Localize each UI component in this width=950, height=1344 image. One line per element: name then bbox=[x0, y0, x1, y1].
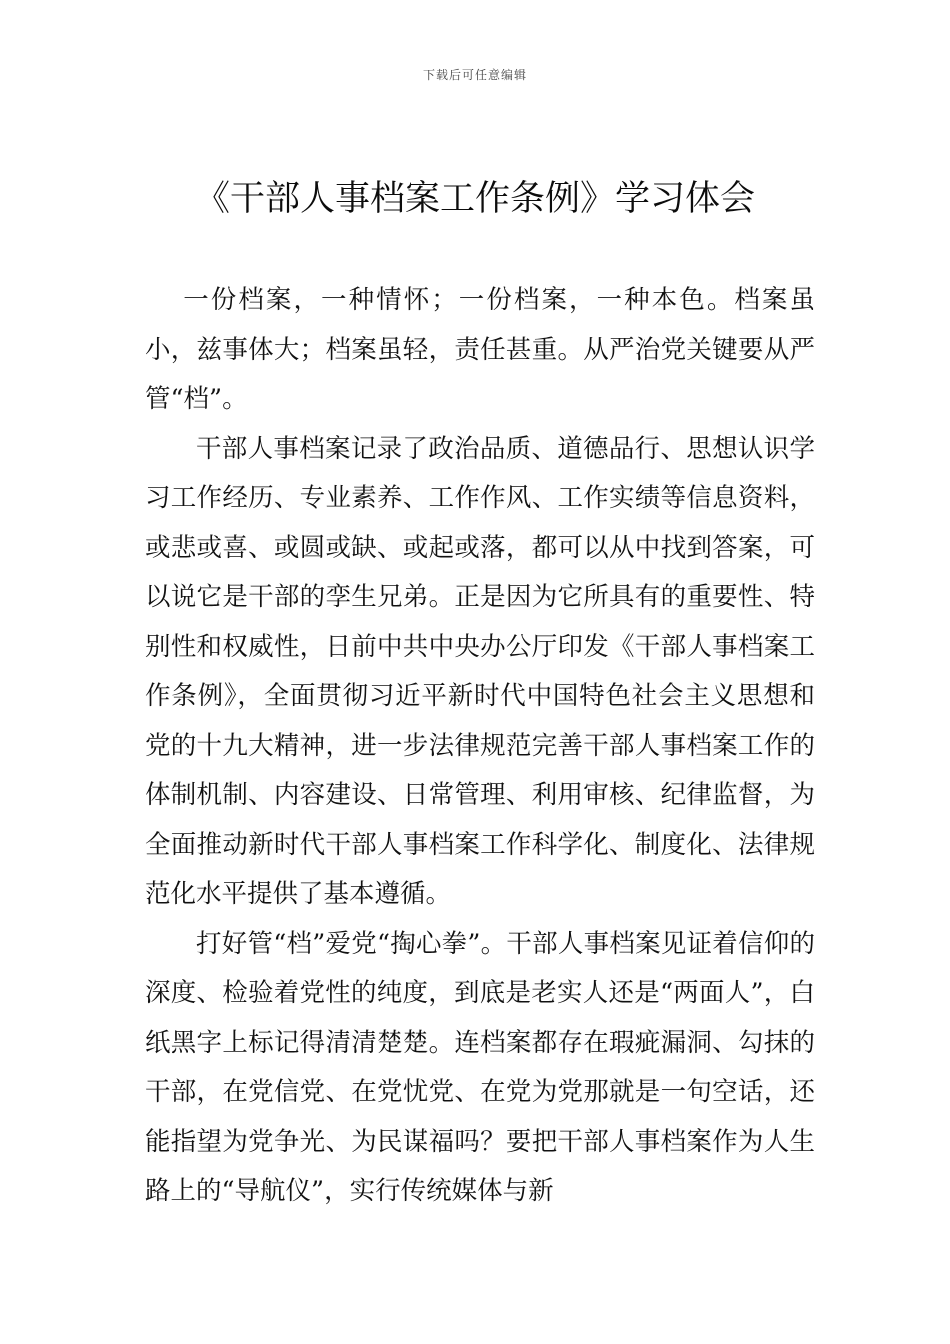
document-title: 《干部人事档案工作条例》学习体会 bbox=[194, 179, 755, 219]
paragraph-2: 干部人事档案记录了政治品质、道德品行、思想认识学习工作经历、专业素养、工作作风、工作实绩等信息资料，或悲或喜、或圆或缺、或起或落，都可以从中找到答案，可以说它是干部的孪生兄弟。正是因为它所具有的重要性、特别性和权威性，日前中共中央办公厅印发《干部人事档案工作条例》，全面贯彻习近平新时代中国特色社会主义思想和党的十九大精神，进一步法律规范完善干部人事档案工作的体制机制、内容建设、日常管理、利用审核、纪律监督，为全面推动新时代干部人事档案工作科学化、制度化、法律规范化水平提供了基本遵循。 bbox=[145, 433, 815, 909]
paragraph-3: 打好管“档”爱党“掏心拳”。干部人事档案见证着信仰的深度、检验着党性的纯度，到底是老实人还是“两面人”，白纸黑字上标记得清清楚楚。连档案都存在瑕疵漏洞、勾抹的干部，在党信党、在党忧党、在党为党那就是一句空话，还能指望为党争光、为民谋福吗？要把干部人事档案作为人生路上的“导航仪”，实行传统媒体与新 bbox=[145, 928, 815, 1206]
header-note: 下载后可任意编辑 bbox=[422, 68, 527, 82]
paragraph-1: 一份档案，一种情怀；一份档案，一种本色。档案虽小，兹事体大；档案虽轻，责任甚重。从严治党关键要从严管“档”。 bbox=[145, 285, 815, 414]
document-body bbox=[145, 276, 815, 1217]
